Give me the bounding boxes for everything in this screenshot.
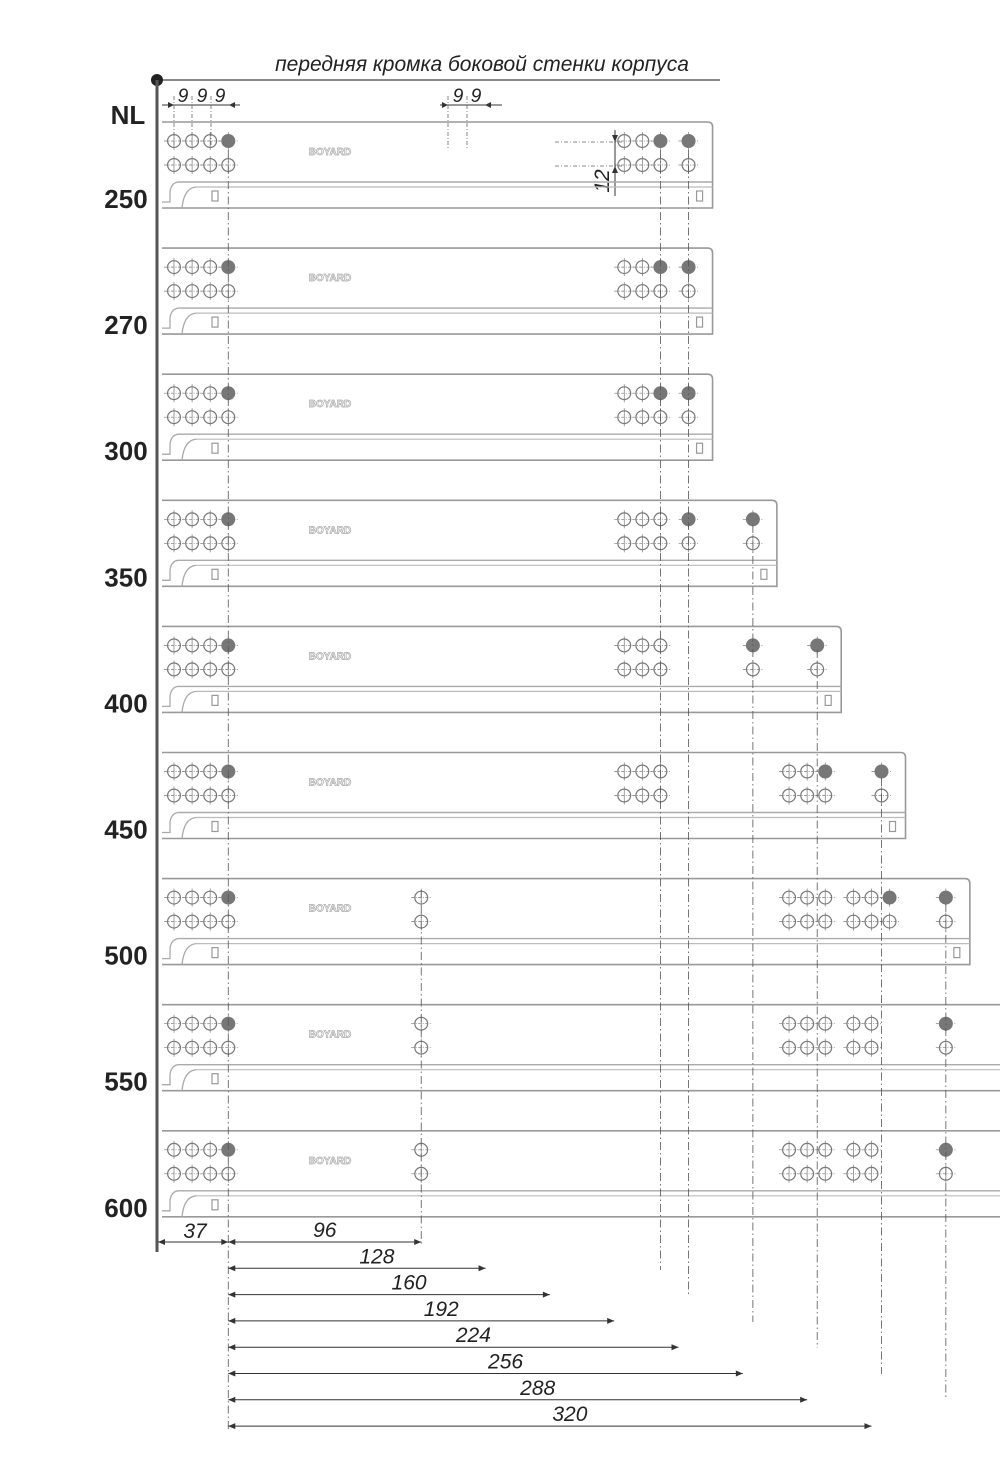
rail-nl-400 <box>104 626 841 718</box>
rail-slot-rear <box>761 569 767 579</box>
mounting-hole <box>632 408 652 426</box>
rail-brand-logo: BOYARD <box>308 777 352 789</box>
mounting-hole <box>797 1165 817 1183</box>
dim-spacing-value: 320 <box>552 1403 588 1427</box>
mounting-hole <box>182 282 202 300</box>
mounting-hole <box>182 510 202 528</box>
mounting-hole-filled <box>880 889 900 907</box>
nl-value: 400 <box>104 688 148 719</box>
mounting-hole <box>164 1165 184 1183</box>
rail-body <box>162 626 841 712</box>
rail-front-bend <box>162 939 196 965</box>
mounting-hole <box>164 1039 184 1057</box>
mounting-hole <box>164 384 184 402</box>
rail-body <box>162 500 777 586</box>
rail-slot-front <box>212 822 218 832</box>
mounting-hole <box>614 510 634 528</box>
mounting-hole <box>632 510 652 528</box>
mounting-hole <box>632 787 652 805</box>
dim-9-b: 9 <box>196 86 208 107</box>
rail-brand-logo: BOYARD <box>308 651 352 663</box>
rail-front-bend <box>162 1191 196 1217</box>
mounting-hole <box>200 510 220 528</box>
nl-value: 500 <box>104 940 148 971</box>
mounting-hole <box>164 787 184 805</box>
dim-spacing-288 <box>228 1377 807 1403</box>
mounting-hole <box>200 636 220 654</box>
mounting-hole <box>779 913 799 931</box>
rail-brand-logo: BOYARD <box>308 525 352 537</box>
rail-slot-front <box>212 317 218 327</box>
mounting-hole <box>182 636 202 654</box>
mounting-hole <box>164 510 184 528</box>
mounting-hole <box>614 258 634 276</box>
mounting-hole <box>797 1015 817 1033</box>
mounting-hole <box>779 787 799 805</box>
rail-slot-front <box>212 569 218 579</box>
mounting-hole <box>200 660 220 678</box>
rail-slot-rear <box>697 317 703 327</box>
mounting-hole <box>200 156 220 174</box>
mounting-hole <box>614 408 634 426</box>
top-right-dimensions <box>440 86 502 150</box>
rail-brand-logo: BOYARD <box>308 1029 352 1041</box>
nl-value: 300 <box>104 436 148 467</box>
mounting-hole <box>182 132 202 150</box>
nl-value: 350 <box>104 562 148 593</box>
rail-slot-rear <box>954 948 960 958</box>
rail-front-bend <box>162 1065 196 1091</box>
dim-spacing-160 <box>228 1272 550 1298</box>
mounting-hole <box>861 1015 881 1033</box>
rail-slot-front <box>212 191 218 201</box>
nl-value: 270 <box>104 310 148 341</box>
mounting-hole <box>815 787 835 805</box>
dim-spacing-value: 128 <box>359 1245 395 1269</box>
rail-slot-rear <box>825 695 831 705</box>
rail-front-bend <box>162 560 196 586</box>
mounting-hole-filled <box>815 763 835 781</box>
mounting-hole <box>164 763 184 781</box>
mounting-hole <box>200 763 220 781</box>
nl-value: 550 <box>104 1066 148 1097</box>
mounting-hole <box>182 1141 202 1159</box>
rail-nl-600 <box>104 1131 1000 1223</box>
rail-slot-rear <box>697 191 703 201</box>
dim-spacing-256 <box>228 1351 743 1377</box>
mounting-hole <box>632 282 652 300</box>
mounting-hole <box>182 763 202 781</box>
mounting-hole <box>614 534 634 552</box>
mounting-hole <box>843 1039 863 1057</box>
mounting-hole <box>815 1015 835 1033</box>
mounting-hole <box>182 660 202 678</box>
mounting-hole <box>861 913 881 931</box>
mounting-hole <box>797 763 817 781</box>
rail-front-bend <box>162 308 196 334</box>
mounting-hole <box>182 889 202 907</box>
dim-offset-37 <box>158 1220 228 1245</box>
mounting-hole <box>164 258 184 276</box>
mounting-hole <box>815 889 835 907</box>
dim-spacing-96 <box>228 1219 421 1245</box>
mounting-hole-filled <box>872 763 892 781</box>
mounting-hole <box>182 258 202 276</box>
mounting-hole <box>815 1141 835 1159</box>
mounting-hole <box>861 1039 881 1057</box>
dim-spacing-128 <box>228 1245 485 1271</box>
mounting-hole <box>632 132 652 150</box>
nl-label: NL <box>110 100 146 130</box>
mounting-hole <box>779 1141 799 1159</box>
dim-spacing-value: 224 <box>455 1324 491 1348</box>
rail-slot-rear <box>697 443 703 453</box>
mounting-hole <box>861 1165 881 1183</box>
mounting-hole <box>843 1165 863 1183</box>
mounting-hole <box>843 913 863 931</box>
bottom-dimensions <box>158 1219 871 1429</box>
nl-value: 450 <box>104 814 148 845</box>
header-caption: передняя кромка боковой стенки корпуса <box>275 53 689 76</box>
rail-nl-300 <box>104 374 712 466</box>
mounting-hole <box>200 1165 220 1183</box>
rail-slot-front <box>212 695 218 705</box>
mounting-hole <box>164 913 184 931</box>
mounting-hole <box>164 534 184 552</box>
mounting-hole <box>200 534 220 552</box>
rail-brand-logo: BOYARD <box>308 399 352 411</box>
rail-front-bend <box>162 686 196 712</box>
rail-brand-logo: BOYARD <box>308 273 352 285</box>
rail-nl-550 <box>104 1005 1000 1097</box>
mounting-hole <box>164 408 184 426</box>
rail-front-bend <box>162 182 196 208</box>
mounting-hole <box>632 636 652 654</box>
mounting-hole <box>164 660 184 678</box>
mounting-hole <box>797 787 817 805</box>
rail-slot-front <box>212 443 218 453</box>
mounting-hole <box>861 1141 881 1159</box>
mounting-hole <box>779 763 799 781</box>
mounting-hole <box>200 258 220 276</box>
mounting-hole <box>200 408 220 426</box>
mounting-hole <box>779 1165 799 1183</box>
dim-offset-value: 37 <box>183 1220 207 1243</box>
mounting-hole <box>200 384 220 402</box>
dim-spacing-192 <box>228 1298 614 1324</box>
mounting-hole <box>182 408 202 426</box>
mounting-hole <box>614 282 634 300</box>
dim-9-d: 9 <box>452 86 464 107</box>
dim-spacing-value: 256 <box>488 1350 524 1374</box>
mounting-hole <box>797 889 817 907</box>
mounting-hole-filled <box>936 889 956 907</box>
rail-brand-logo: BOYARD <box>308 147 352 158</box>
mounting-hole <box>164 282 184 300</box>
mounting-hole <box>632 384 652 402</box>
mounting-hole <box>815 913 835 931</box>
mounting-hole-filled <box>218 132 238 150</box>
mounting-hole <box>164 132 184 150</box>
dim-spacing-value: 96 <box>313 1219 337 1242</box>
mounting-hole <box>632 258 652 276</box>
dim-9-a: 9 <box>177 86 189 107</box>
mounting-hole <box>164 889 184 907</box>
mounting-hole <box>815 1165 835 1183</box>
mounting-hole <box>614 132 634 150</box>
nl-value: 600 <box>104 1192 148 1223</box>
nl-value: 250 <box>104 184 148 214</box>
mounting-hole <box>182 1165 202 1183</box>
mounting-hole <box>843 889 863 907</box>
mounting-hole <box>200 282 220 300</box>
dim-spacing-value: 192 <box>423 1297 459 1321</box>
mounting-hole <box>182 913 202 931</box>
rail-front-bend <box>162 434 196 460</box>
mounting-hole <box>200 1141 220 1159</box>
mounting-hole-filled <box>679 132 699 150</box>
mounting-hole <box>182 156 202 174</box>
mounting-hole <box>880 913 900 931</box>
rail-slot-rear <box>890 822 896 832</box>
dim-9-e: 9 <box>470 86 482 107</box>
dim-9-c: 9 <box>214 86 226 107</box>
dim-spacing-224 <box>228 1324 678 1350</box>
mounting-hole <box>614 763 634 781</box>
mounting-hole <box>182 1015 202 1033</box>
mounting-hole <box>614 636 634 654</box>
dim-spacing-value: 160 <box>391 1271 427 1295</box>
mounting-hole <box>182 534 202 552</box>
mounting-hole <box>200 1039 220 1057</box>
mounting-hole <box>200 787 220 805</box>
mounting-hole <box>200 1015 220 1033</box>
mounting-hole <box>632 534 652 552</box>
rail-slot-front <box>212 1074 218 1084</box>
rail-nl-450 <box>104 753 905 845</box>
mounting-hole <box>182 384 202 402</box>
mounting-hole <box>164 636 184 654</box>
rail-front-bend <box>162 813 196 839</box>
mounting-hole-filled <box>650 132 670 150</box>
rail-brand-logo: BOYARD <box>308 1155 352 1167</box>
rail-nl-350 <box>104 500 777 592</box>
vertical-12-dimension <box>555 130 622 196</box>
mounting-hole <box>614 787 634 805</box>
rail-nl-500 <box>104 879 970 971</box>
mounting-hole <box>779 1039 799 1057</box>
mounting-hole <box>779 1015 799 1033</box>
mounting-hole <box>614 660 634 678</box>
rail-nl-270 <box>104 248 712 340</box>
mounting-hole <box>632 156 652 174</box>
mounting-hole <box>200 889 220 907</box>
mounting-hole <box>843 1015 863 1033</box>
mounting-hole <box>861 889 881 907</box>
mounting-hole <box>614 384 634 402</box>
mounting-hole <box>797 913 817 931</box>
mounting-hole <box>632 660 652 678</box>
rail-slot-front <box>212 948 218 958</box>
mounting-hole <box>182 1039 202 1057</box>
rail-brand-logo: BOYARD <box>308 903 352 915</box>
dim-spacing-320 <box>228 1403 871 1429</box>
mounting-hole <box>164 1015 184 1033</box>
mounting-hole <box>815 1039 835 1057</box>
mounting-hole <box>779 889 799 907</box>
rail-slot-front <box>212 1200 218 1210</box>
rail-nl-250 <box>104 122 712 214</box>
mounting-hole <box>164 1141 184 1159</box>
mounting-hole <box>164 156 184 174</box>
mounting-hole <box>797 1141 817 1159</box>
mounting-hole <box>200 132 220 150</box>
rails-group <box>104 122 1000 1432</box>
mounting-hole <box>843 1141 863 1159</box>
mounting-hole <box>632 763 652 781</box>
mounting-hole <box>797 1039 817 1057</box>
mounting-hole <box>200 913 220 931</box>
mounting-hole <box>182 787 202 805</box>
dim-12: 12 <box>591 169 614 193</box>
dim-spacing-value: 288 <box>520 1376 556 1400</box>
